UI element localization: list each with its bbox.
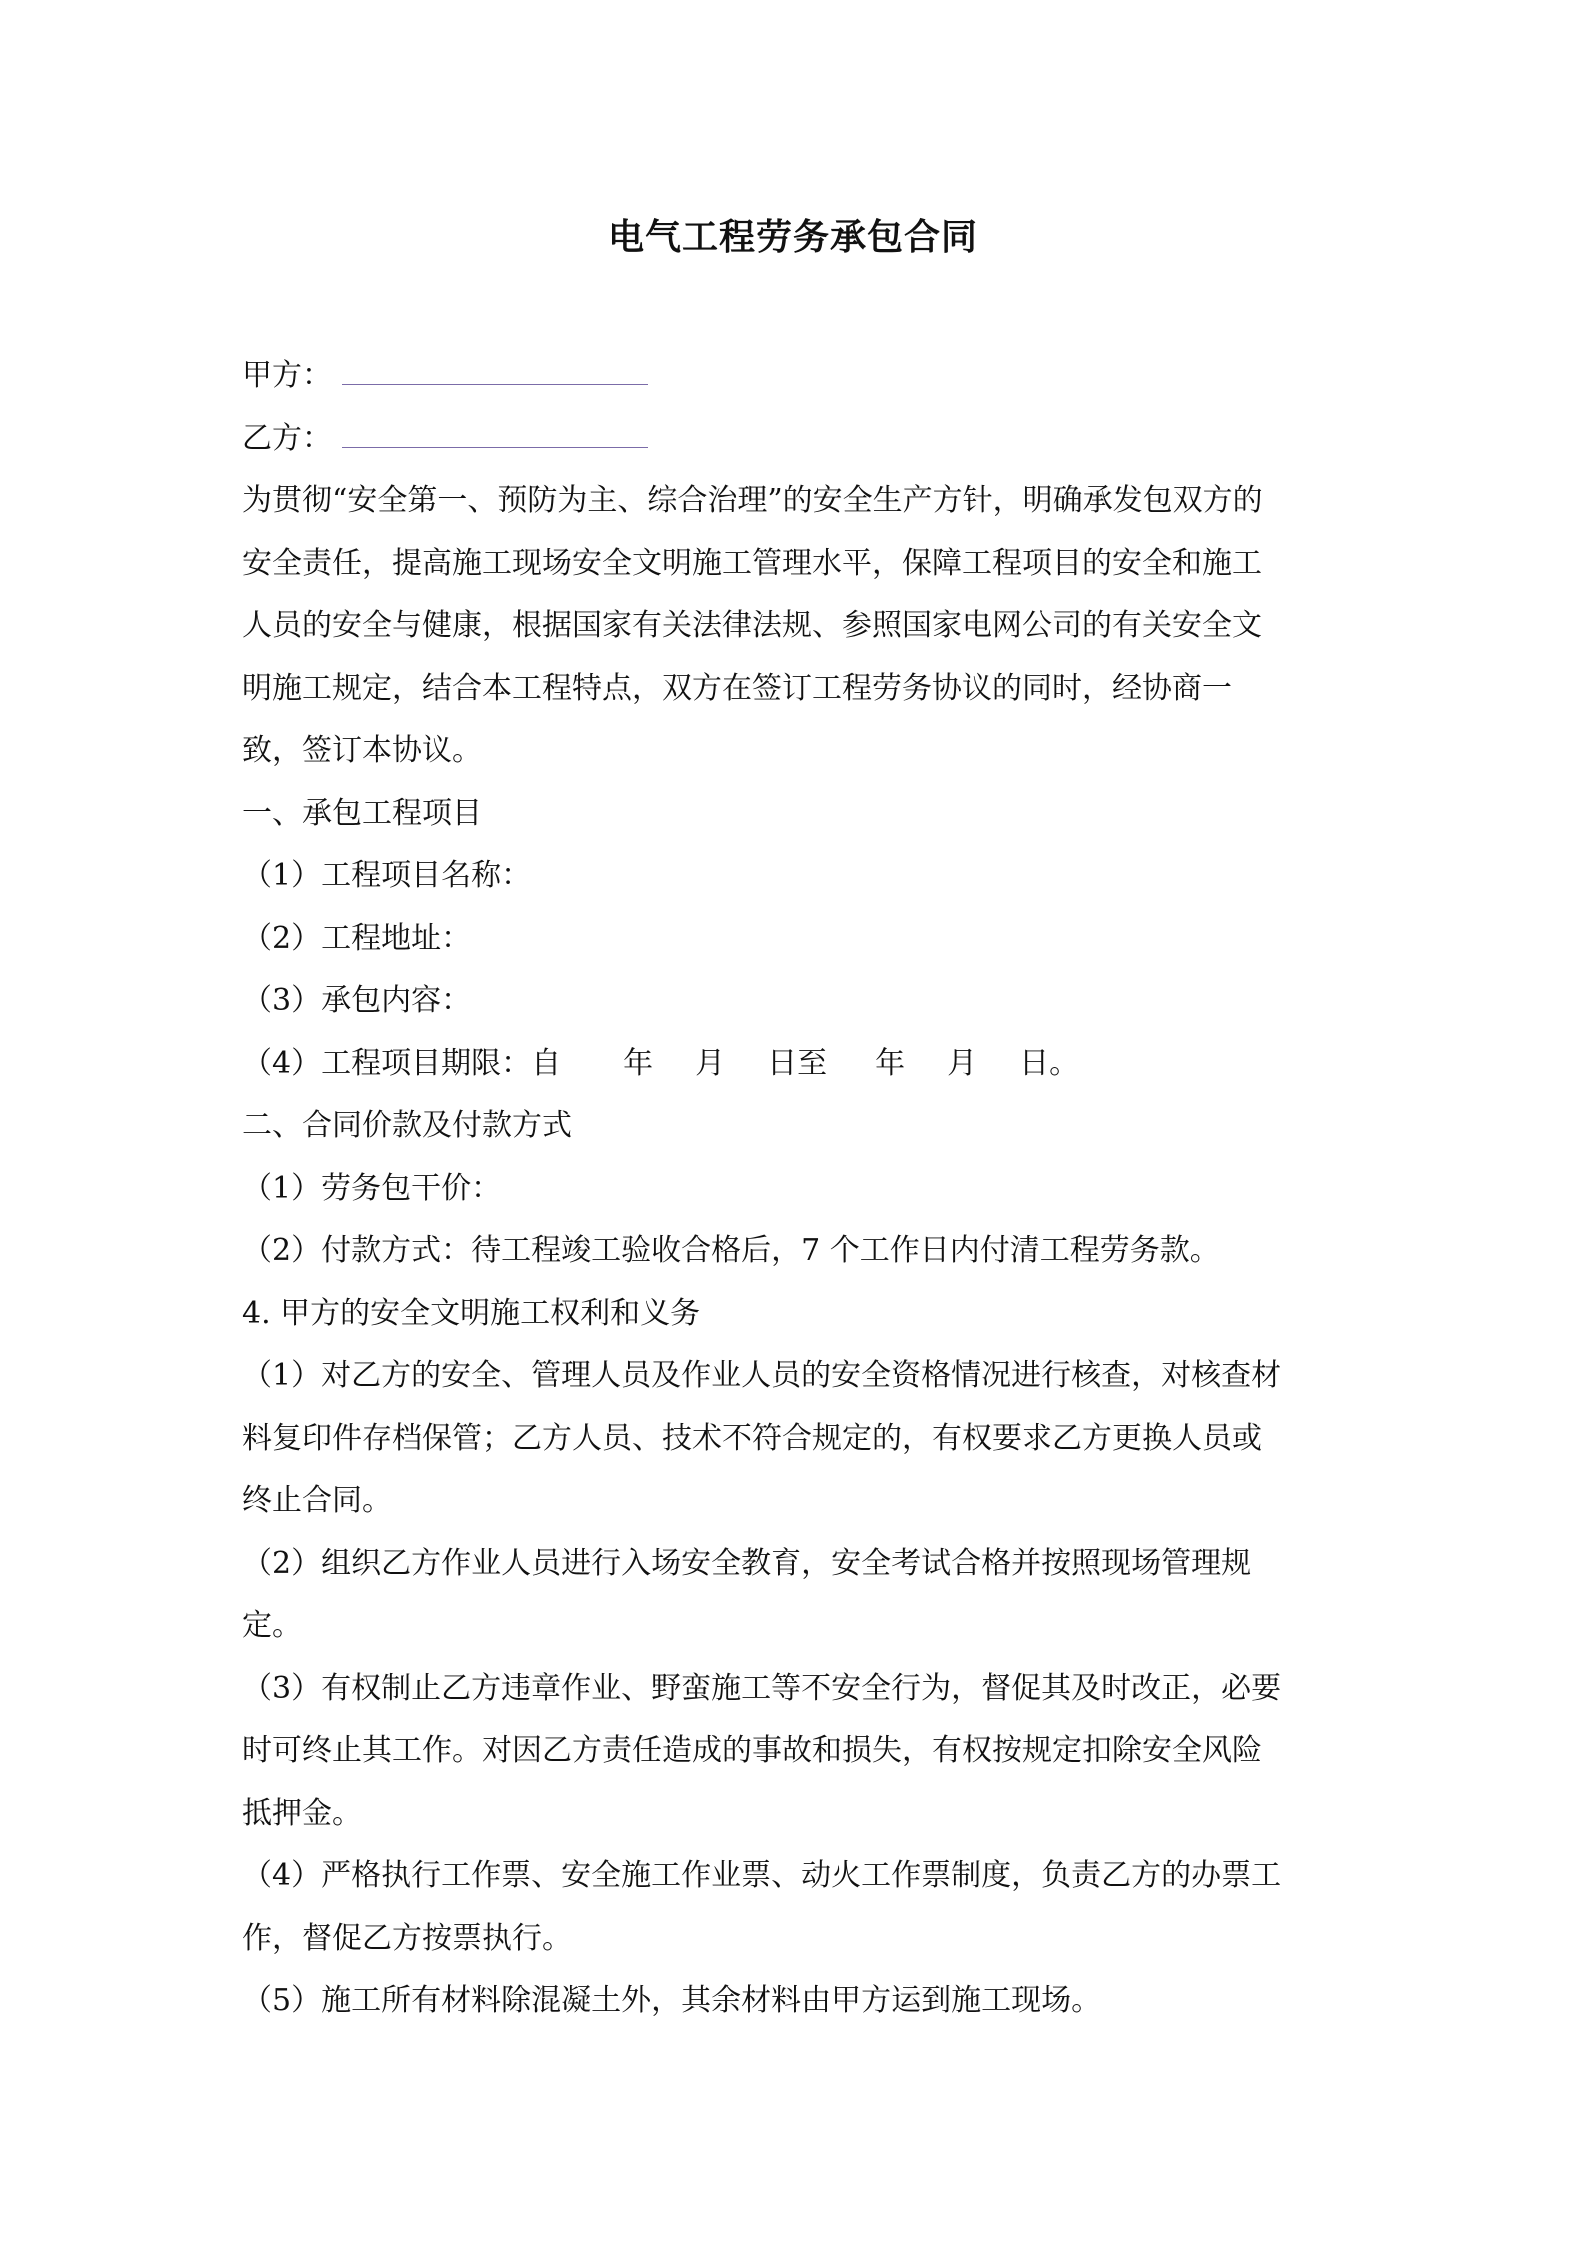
period-day-end: 日。 bbox=[1019, 1045, 1080, 1081]
period-month-1: 月 bbox=[695, 1045, 726, 1081]
contract-title: 电气工程劳务承包合同 bbox=[607, 217, 978, 258]
period-prefix: （4）工程项目期限：自 bbox=[242, 1045, 562, 1081]
project-period-line bbox=[242, 1033, 1362, 1096]
section-2-item: （1）劳务包干价： bbox=[242, 1170, 502, 1206]
period-year-1: 年 bbox=[623, 1045, 654, 1081]
section-4-line: （1）对乙方的安全、管理人员及作业人员的安全资格情况进行核查，对核查材 bbox=[242, 1358, 1282, 1393]
section-4-line: （4）严格执行工作票、安全施工作业票、动火工作票制度，负责乙方的办票工 bbox=[242, 1858, 1282, 1893]
preamble-line: 为贯彻“安全第一、预防为主、综合治理”的安全生产方针，明确承发包双方的 bbox=[242, 483, 1263, 518]
section-4-heading: 4. 甲方的安全文明施工权利和义务 bbox=[242, 1295, 701, 1331]
preamble-line: 致，签订本协议。 bbox=[242, 733, 482, 768]
party-a-blank[interactable] bbox=[342, 346, 648, 385]
section-4-line: 定。 bbox=[242, 1608, 302, 1643]
section-1-item: （1）工程项目名称： bbox=[242, 858, 532, 893]
preamble-line: 人员的安全与健康，根据国家有关法律法规、参照国家电网公司的有关安全文 bbox=[242, 608, 1262, 643]
section-4-line: （2）组织乙方作业人员进行入场安全教育，安全考试合格并按照现场管理规 bbox=[242, 1545, 1252, 1581]
section-1-item: （3）承包内容： bbox=[242, 983, 472, 1018]
section-2-item: （2）付款方式：待工程竣工验收合格后，7 个工作日内付清工程劳务款。 bbox=[242, 1233, 1220, 1268]
section-1-heading: 一、承包工程项目 bbox=[242, 795, 482, 831]
section-1-item: （2）工程地址： bbox=[242, 920, 472, 956]
party-b-label: 乙方： bbox=[242, 420, 332, 456]
party-a-label: 甲方： bbox=[242, 358, 332, 393]
section-4-line: （5）施工所有材料除混凝土外，其余材料由甲方运到施工现场。 bbox=[242, 1983, 1102, 2018]
party-b-line bbox=[242, 408, 1362, 471]
section-4-line: 作，督促乙方按票执行。 bbox=[242, 1920, 572, 1956]
contract-body bbox=[242, 345, 1362, 2033]
party-a-line bbox=[242, 345, 1362, 408]
preamble-line: 明施工规定，结合本工程特点，双方在签订工程劳务协议的同时，经协商一 bbox=[242, 670, 1232, 706]
party-b-blank[interactable] bbox=[342, 409, 648, 448]
section-2-heading: 二、合同价款及付款方式 bbox=[242, 1108, 572, 1143]
section-4-line: 终止合同。 bbox=[242, 1483, 392, 1518]
section-4-line: 料复印件存档保管；乙方人员、技术不符合规定的，有权要求乙方更换人员或 bbox=[242, 1420, 1262, 1456]
section-4-line: 抵押金。 bbox=[242, 1795, 362, 1831]
period-year-2: 年 bbox=[875, 1045, 906, 1081]
period-day-to: 日至 bbox=[767, 1045, 828, 1081]
period-month-2: 月 bbox=[947, 1045, 978, 1081]
preamble-line: 安全责任，提高施工现场安全文明施工管理水平，保障工程项目的安全和施工 bbox=[242, 545, 1262, 581]
section-4-line: （3）有权制止乙方违章作业、野蛮施工等不安全行为，督促其及时改正，必要 bbox=[242, 1670, 1282, 1706]
section-4-line: 时可终止其工作。对因乙方责任造成的事故和损失，有权按规定扣除安全风险 bbox=[242, 1733, 1262, 1768]
